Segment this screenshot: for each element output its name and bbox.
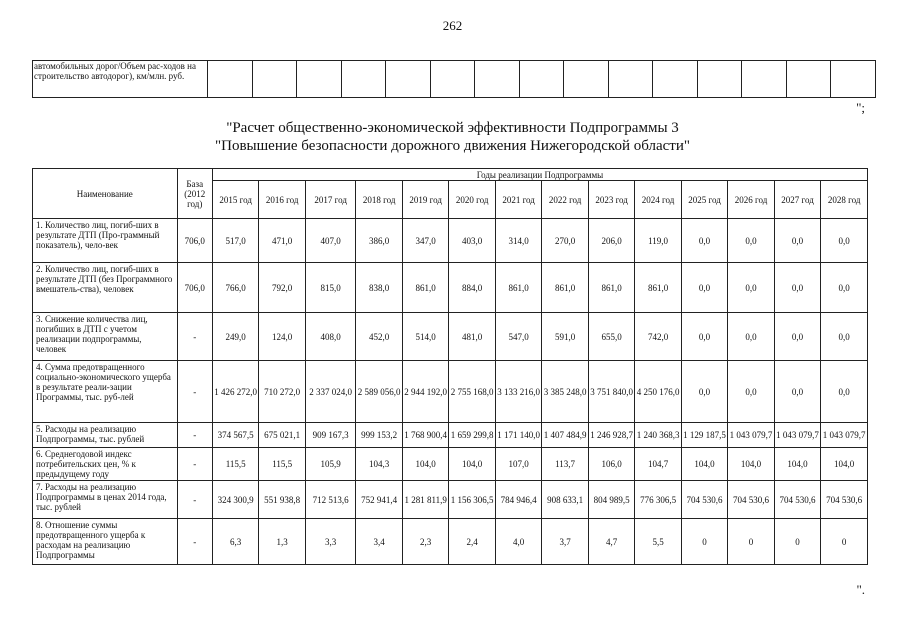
table-cell: 1 043 079,7 [728,423,774,448]
table-cell: 3 133 216,0 [495,361,541,423]
table-cell: 3,4 [356,519,402,565]
row-label: 8. Отношение суммы предотвращенного ущерба к расходам на реализацию Подпрограммы [33,519,178,565]
table-cell: 3 751 840,0 [588,361,634,423]
table-row [33,361,868,423]
table-cell: 1 240 368,3 [635,423,681,448]
table-cell: 704 530,6 [821,481,868,519]
table-cell: 105,9 [305,448,356,481]
table-cell: 804 989,5 [588,481,634,519]
table-cell: 115,5 [259,448,305,481]
table-row [33,313,868,361]
table-cell: 113,7 [542,448,588,481]
table-body [33,219,868,565]
table-cell: 104,0 [449,448,495,481]
table-cell: 104,0 [728,448,774,481]
table-cell: 115,5 [212,448,258,481]
table-row [33,448,868,481]
table-cell: 517,0 [212,219,258,263]
table-cell: 104,0 [821,448,868,481]
table-cell: 514,0 [402,313,448,361]
table-cell: 2 755 168,0 [449,361,495,423]
table-cell: 0,0 [681,361,727,423]
table-cell: 861,0 [542,263,588,313]
table-row [33,61,876,98]
column-header-year: 2025 год [681,181,727,219]
table-cell: 471,0 [259,219,305,263]
table-cell: 776 306,5 [635,481,681,519]
table-cell: 1 129 187,5 [681,423,727,448]
table-cell: 408,0 [305,313,356,361]
table-cell: 704 530,6 [681,481,727,519]
table-cell: 104,7 [635,448,681,481]
column-header-name: Наименование [33,169,178,219]
table-cell: 0 [681,519,727,565]
table-cell: 0 [728,519,774,565]
table-cell: 884,0 [449,263,495,313]
table-cell: 675 021,1 [259,423,305,448]
table-cell: 0,0 [774,219,820,263]
table-cell: - [177,481,212,519]
column-header-year: 2024 год [635,181,681,219]
column-header-year: 2018 год [356,181,402,219]
column-header-year: 2022 год [542,181,588,219]
table-cell: - [177,361,212,423]
row-label: 3. Снижение количества лиц, погибших в ДТП с учетом реализации подпрограммы, человек [33,313,178,361]
table-cell: 106,0 [588,448,634,481]
table-cell: 2,3 [402,519,448,565]
table-cell: 270,0 [542,219,588,263]
table-cell: 0,0 [728,313,774,361]
table-cell: 107,0 [495,448,541,481]
table-title-line1: "Расчет общественно-экономической эффективности Подпрограммы 3 [226,120,679,136]
table-cell: 1 426 272,0 [212,361,258,423]
table-cell: 0,0 [681,263,727,313]
table-cell: 784 946,4 [495,481,541,519]
table-cell: 4,0 [495,519,541,565]
row-label: 4. Сумма предотвращенного социально-экономического ущерба в результате реали-зации Программы, тыс. руб-лей [33,361,178,423]
table-cell: 766,0 [212,263,258,313]
table-cell: 861,0 [402,263,448,313]
row-label: 6. Среднегодовой индекс потребительских цен, % к предыдущему году [33,448,178,481]
table-cell: 0,0 [821,219,868,263]
table-cell: - [177,519,212,565]
table-cell: 909 167,3 [305,423,356,448]
row-label: 1. Количество лиц, погиб-ших в результате ДТП (Про-граммный показатель), чело-век [33,219,178,263]
table-cell: 752 941,4 [356,481,402,519]
table-row [33,263,868,313]
table-cell: 861,0 [635,263,681,313]
table-cell: 1 171 140,0 [495,423,541,448]
table-cell: 815,0 [305,263,356,313]
table-row [33,219,868,263]
column-header-year: 2021 год [495,181,541,219]
table-cell: 2 944 192,0 [402,361,448,423]
table-cell: 4,7 [588,519,634,565]
table-cell: 0,0 [821,313,868,361]
table-cell: 2,4 [449,519,495,565]
table-cell: 591,0 [542,313,588,361]
table-cell: 3,3 [305,519,356,565]
table-cell: 249,0 [212,313,258,361]
table-cell: 742,0 [635,313,681,361]
table-cell: 1,3 [259,519,305,565]
table-cell: 452,0 [356,313,402,361]
table-cell: 1 659 299,8 [449,423,495,448]
table-cell: 3 385 248,0 [542,361,588,423]
table-cell: 1 156 306,5 [449,481,495,519]
table-cell: 5,5 [635,519,681,565]
table-cell: 324 300,9 [212,481,258,519]
table-cell: 481,0 [449,313,495,361]
fragment-row-label: автомобильных дорог/Объем рас-ходов на строительство автодорог), км/млн. руб. [33,61,208,98]
table-cell: 704 530,6 [774,481,820,519]
column-header-year: 2016 год [259,181,305,219]
table-row [33,423,868,448]
column-header-year: 2019 год [402,181,448,219]
table-cell: 0,0 [681,313,727,361]
table-title-line2: "Повышение безопасности дорожного движения Нижегородской области" [215,138,690,154]
column-header-year: 2027 год [774,181,820,219]
column-header-year: 2020 год [449,181,495,219]
table-cell: 407,0 [305,219,356,263]
previous-table-fragment [32,60,876,98]
table-cell: 0,0 [728,219,774,263]
table-cell: 6,3 [212,519,258,565]
closing-quote-period: ". [856,582,865,597]
column-header-year: 2026 год [728,181,774,219]
column-group-years: Годы реализации Подпрограммы [212,169,867,181]
table-cell: 710 272,0 [259,361,305,423]
table-cell: 792,0 [259,263,305,313]
table-cell: - [177,313,212,361]
table-cell: 347,0 [402,219,448,263]
row-label: 5. Расходы на реализацию Подпрограммы, тыс. рублей [33,423,178,448]
table-cell: 1 768 900,4 [402,423,448,448]
table-cell: 0,0 [774,361,820,423]
closing-quote-semicolon: "; [856,100,865,115]
table-cell: 374 567,5 [212,423,258,448]
table-row [33,481,868,519]
table-cell: 838,0 [356,263,402,313]
table-cell: 655,0 [588,313,634,361]
row-label: 2. Количество лиц, погиб-ших в результате ДТП (без Программного вмешатель-ства), человек [33,263,178,313]
efficiency-table [32,168,868,565]
row-label: 7. Расходы на реализацию Подпрограммы в ценах 2014 года, тыс. рублей [33,481,178,519]
table-cell: 4 250 176,0 [635,361,681,423]
table-cell: 0,0 [774,313,820,361]
table-cell: 1 407 484,9 [542,423,588,448]
table-cell: 861,0 [495,263,541,313]
table-cell: 104,0 [681,448,727,481]
column-header-year: 2015 год [212,181,258,219]
table-cell: 0 [774,519,820,565]
table-cell: 0,0 [728,361,774,423]
table-cell: 551 938,8 [259,481,305,519]
table-cell: 0,0 [681,219,727,263]
table-cell: 861,0 [588,263,634,313]
table-cell: 386,0 [356,219,402,263]
column-header-year: 2017 год [305,181,356,219]
table-cell: 704 530,6 [728,481,774,519]
column-header-year: 2028 год [821,181,868,219]
page-number: 262 [442,18,463,33]
table-cell: 1 043 079,7 [821,423,868,448]
table-cell: 119,0 [635,219,681,263]
table-cell: 2 589 056,0 [356,361,402,423]
table-cell: 712 513,6 [305,481,356,519]
table-cell: 314,0 [495,219,541,263]
table-cell: 3,7 [542,519,588,565]
table-cell: 403,0 [449,219,495,263]
table-cell: - [177,423,212,448]
table-cell: 124,0 [259,313,305,361]
table-cell: 206,0 [588,219,634,263]
table-cell: 1 246 928,7 [588,423,634,448]
table-cell: 547,0 [495,313,541,361]
table-cell: 706,0 [177,263,212,313]
table-cell: 104,3 [356,448,402,481]
table-cell: 0,0 [774,263,820,313]
header-row-group [33,169,868,181]
table-cell: 0,0 [821,263,868,313]
table-cell: - [177,448,212,481]
table-cell: 0 [821,519,868,565]
table-cell: 999 153,2 [356,423,402,448]
table-cell: 104,0 [774,448,820,481]
table-cell: 104,0 [402,448,448,481]
table-cell: 2 337 024,0 [305,361,356,423]
table-cell: 0,0 [728,263,774,313]
table-cell: 0,0 [821,361,868,423]
table-cell: 706,0 [177,219,212,263]
column-header-base: База (2012 год) [177,169,212,219]
table-cell: 1 043 079,7 [774,423,820,448]
table-row [33,519,868,565]
column-header-year: 2023 год [588,181,634,219]
table-cell: 1 281 811,9 [402,481,448,519]
table-cell: 908 633,1 [542,481,588,519]
